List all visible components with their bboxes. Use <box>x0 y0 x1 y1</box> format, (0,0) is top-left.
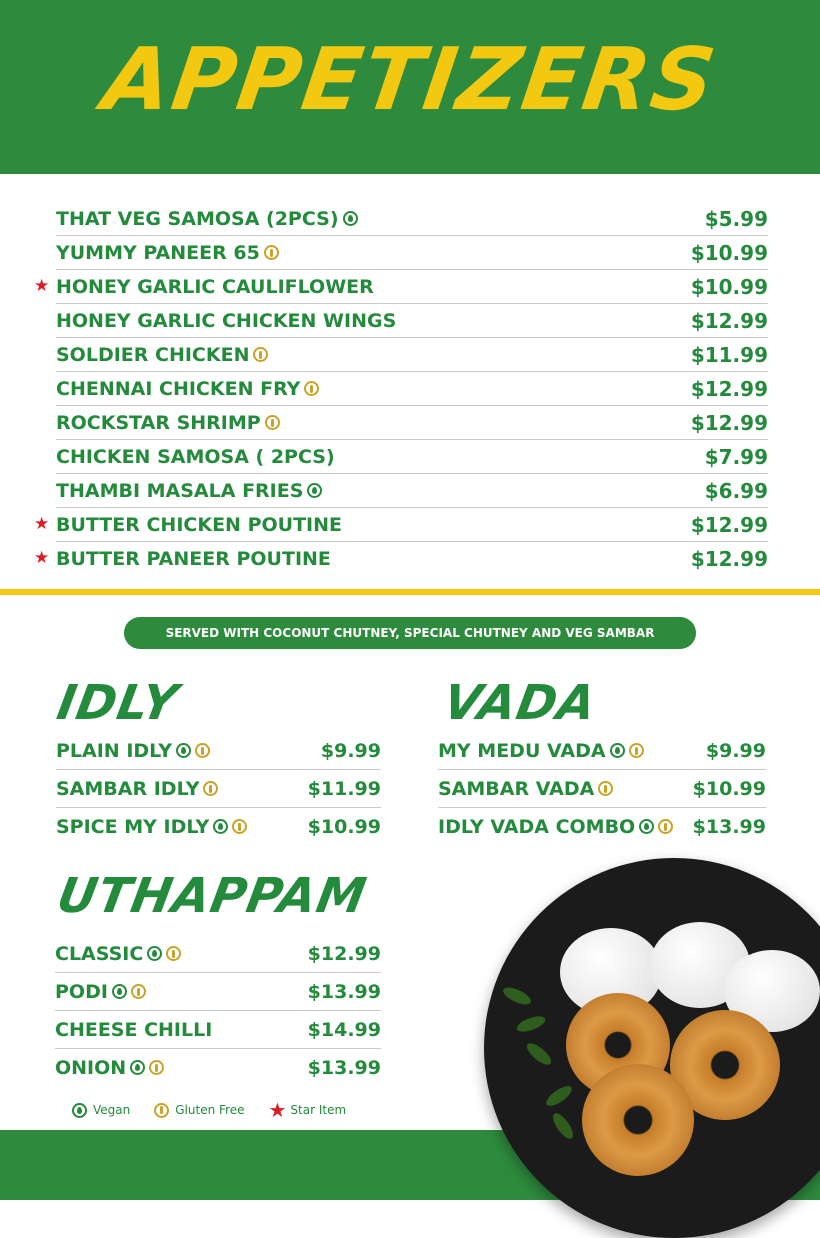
menu-item-row <box>56 474 768 508</box>
menu-item-name <box>56 446 335 468</box>
menu-item-row <box>56 372 768 406</box>
menu-item-name <box>56 548 331 570</box>
vegan-icon <box>213 819 228 834</box>
menu-item-price: $12.99 <box>690 410 768 435</box>
star-icon: ★ <box>34 548 50 568</box>
menu-item-name-text: YUMMY PANEER 65 <box>56 241 260 264</box>
uthappam-section-title: UTHAPPAM <box>53 868 371 924</box>
legend-vegan-label: Vegan <box>93 1103 131 1117</box>
menu-item-row <box>56 236 768 270</box>
curry-leaf-image <box>524 1040 555 1068</box>
star-icon: ★ <box>34 514 50 534</box>
menu-item-price: $14.99 <box>307 1018 381 1041</box>
menu-item-row <box>34 542 768 575</box>
curry-leaf-image <box>549 1110 576 1141</box>
gluten-free-icon <box>203 781 218 796</box>
vegan-icon <box>130 1060 145 1075</box>
menu-item-name <box>56 276 374 298</box>
menu-item-price: $10.99 <box>307 815 381 838</box>
gluten-free-icon <box>304 381 319 396</box>
menu-item-row <box>55 935 381 973</box>
menu-item-row <box>34 270 768 304</box>
menu-item-price: $12.99 <box>690 512 768 537</box>
menu-item-price: $12.99 <box>690 308 768 333</box>
vegan-icon <box>112 984 127 999</box>
menu-item-name <box>56 778 218 800</box>
menu-item-name <box>438 740 644 762</box>
menu-item-name-text: SAMBAR IDLY <box>56 777 200 800</box>
gluten-free-icon <box>131 984 146 999</box>
menu-item-price: $12.99 <box>307 942 381 965</box>
menu-item-name-text: CLASSIC <box>55 942 144 965</box>
gluten-free-icon <box>253 347 268 362</box>
curry-leaf-image <box>501 984 533 1008</box>
vegan-icon <box>72 1103 87 1118</box>
menu-item-name-text: MY MEDU VADA <box>438 739 606 762</box>
vegan-icon <box>343 211 358 226</box>
legend-vegan <box>72 1103 130 1118</box>
uthappam-list <box>55 935 381 1086</box>
vada-section-title: VADA <box>439 675 601 731</box>
menu-item-name <box>56 378 319 400</box>
menu-item-row <box>55 1011 381 1049</box>
vegan-icon <box>307 483 322 498</box>
gluten-free-icon <box>265 415 280 430</box>
vada-image <box>582 1064 694 1176</box>
menu-item-price: $13.99 <box>307 980 381 1003</box>
legend-star-item-label: Star Item <box>290 1103 347 1117</box>
menu-item-row <box>438 770 766 808</box>
menu-item-price: $9.99 <box>320 739 381 762</box>
menu-item-row <box>438 808 766 845</box>
idly-list <box>56 732 381 845</box>
vegan-icon <box>639 819 654 834</box>
gluten-free-icon <box>658 819 673 834</box>
menu-item-name <box>56 310 396 332</box>
legend-star-item <box>268 1098 346 1122</box>
menu-item-name <box>56 344 268 366</box>
menu-item-name <box>56 412 280 434</box>
legend-gluten-free-label: Gluten Free <box>175 1103 245 1117</box>
vegan-icon <box>610 743 625 758</box>
menu-item-name-text: CHEESE CHILLI <box>55 1018 213 1041</box>
served-with-banner: SERVED WITH COCONUT CHUTNEY, SPECIAL CHUTNEY AND VEG SAMBAR <box>124 617 696 649</box>
menu-item-row <box>438 732 766 770</box>
menu-item-row <box>56 202 768 236</box>
menu-item-price: $11.99 <box>690 342 768 367</box>
menu-item-name <box>55 943 181 965</box>
gluten-free-icon <box>598 781 613 796</box>
star-icon: ★ <box>34 276 50 296</box>
menu-item-name <box>438 816 673 838</box>
menu-item-name-text: ROCKSTAR SHRIMP <box>56 411 261 434</box>
appetizers-list <box>34 202 768 575</box>
star-icon: ★ <box>268 1098 287 1122</box>
menu-item-row <box>56 770 381 808</box>
page-title: APPETIZERS <box>97 30 723 130</box>
menu-item-name <box>56 208 358 230</box>
vegan-icon <box>176 743 191 758</box>
menu-item-price: $10.99 <box>692 777 766 800</box>
menu-item-name-text: IDLY VADA COMBO <box>438 815 636 838</box>
menu-item-row <box>56 440 768 474</box>
vegan-icon <box>147 946 162 961</box>
menu-item-price: $13.99 <box>307 1056 381 1079</box>
menu-item-price: $10.99 <box>690 274 768 299</box>
gluten-free-icon <box>629 743 644 758</box>
gluten-free-icon <box>149 1060 164 1075</box>
menu-item-name-text: PODI <box>55 980 108 1003</box>
menu-item-row <box>55 1049 381 1086</box>
menu-item-name-text: SAMBAR VADA <box>438 777 595 800</box>
menu-item-name-text: CHENNAI CHICKEN FRY <box>56 377 301 400</box>
menu-item-price: $6.99 <box>704 478 768 503</box>
menu-item-name-text: THAT VEG SAMOSA (2PCS) <box>56 207 339 230</box>
idly-section-title: IDLY <box>53 675 183 731</box>
menu-item-row <box>56 304 768 338</box>
menu-item-price: $11.99 <box>307 777 381 800</box>
menu-item-price: $12.99 <box>690 376 768 401</box>
curry-leaf-image <box>515 1013 547 1035</box>
menu-item-price: $10.99 <box>690 240 768 265</box>
gluten-free-icon <box>166 946 181 961</box>
menu-item-row <box>56 808 381 845</box>
menu-item-name-text: CHICKEN SAMOSA ( 2PCS) <box>56 445 335 468</box>
gluten-free-icon <box>264 245 279 260</box>
menu-item-name <box>56 242 279 264</box>
menu-item-name <box>55 981 146 1003</box>
menu-item-price: $7.99 <box>704 444 768 469</box>
menu-item-row <box>56 338 768 372</box>
menu-item-name-text: ONION <box>55 1056 127 1079</box>
menu-item-price: $13.99 <box>692 815 766 838</box>
menu-item-price: $12.99 <box>690 546 768 571</box>
menu-item-name-text: HONEY GARLIC CAULIFLOWER <box>56 275 374 298</box>
menu-item-name <box>55 1057 164 1079</box>
menu-item-price: $9.99 <box>705 739 766 762</box>
menu-item-name <box>56 740 210 762</box>
legend <box>72 1098 370 1122</box>
gluten-free-icon <box>232 819 247 834</box>
menu-item-row <box>34 508 768 542</box>
gluten-free-icon <box>195 743 210 758</box>
menu-item-name <box>56 480 322 502</box>
menu-item-row <box>56 732 381 770</box>
menu-item-name-text: HONEY GARLIC CHICKEN WINGS <box>56 309 397 332</box>
curry-leaf-image <box>543 1082 574 1109</box>
menu-item-name-text: BUTTER PANEER POUTINE <box>56 547 331 570</box>
legend-gluten-free <box>154 1103 244 1118</box>
gluten-free-icon <box>154 1103 169 1118</box>
menu-item-name <box>56 816 247 838</box>
menu-item-row <box>56 406 768 440</box>
menu-item-name <box>56 514 342 536</box>
menu-item-name-text: BUTTER CHICKEN POUTINE <box>56 513 342 536</box>
menu-item-name <box>55 1019 212 1041</box>
menu-item-name-text: SPICE MY IDLY <box>56 815 210 838</box>
section-divider <box>0 589 820 595</box>
vada-list <box>438 732 766 845</box>
menu-item-row <box>55 973 381 1011</box>
menu-item-name <box>438 778 613 800</box>
menu-item-price: $5.99 <box>704 206 768 231</box>
menu-item-name-text: SOLDIER CHICKEN <box>56 343 250 366</box>
menu-item-name-text: PLAIN IDLY <box>56 739 173 762</box>
menu-item-name-text: THAMBI MASALA FRIES <box>56 479 304 502</box>
